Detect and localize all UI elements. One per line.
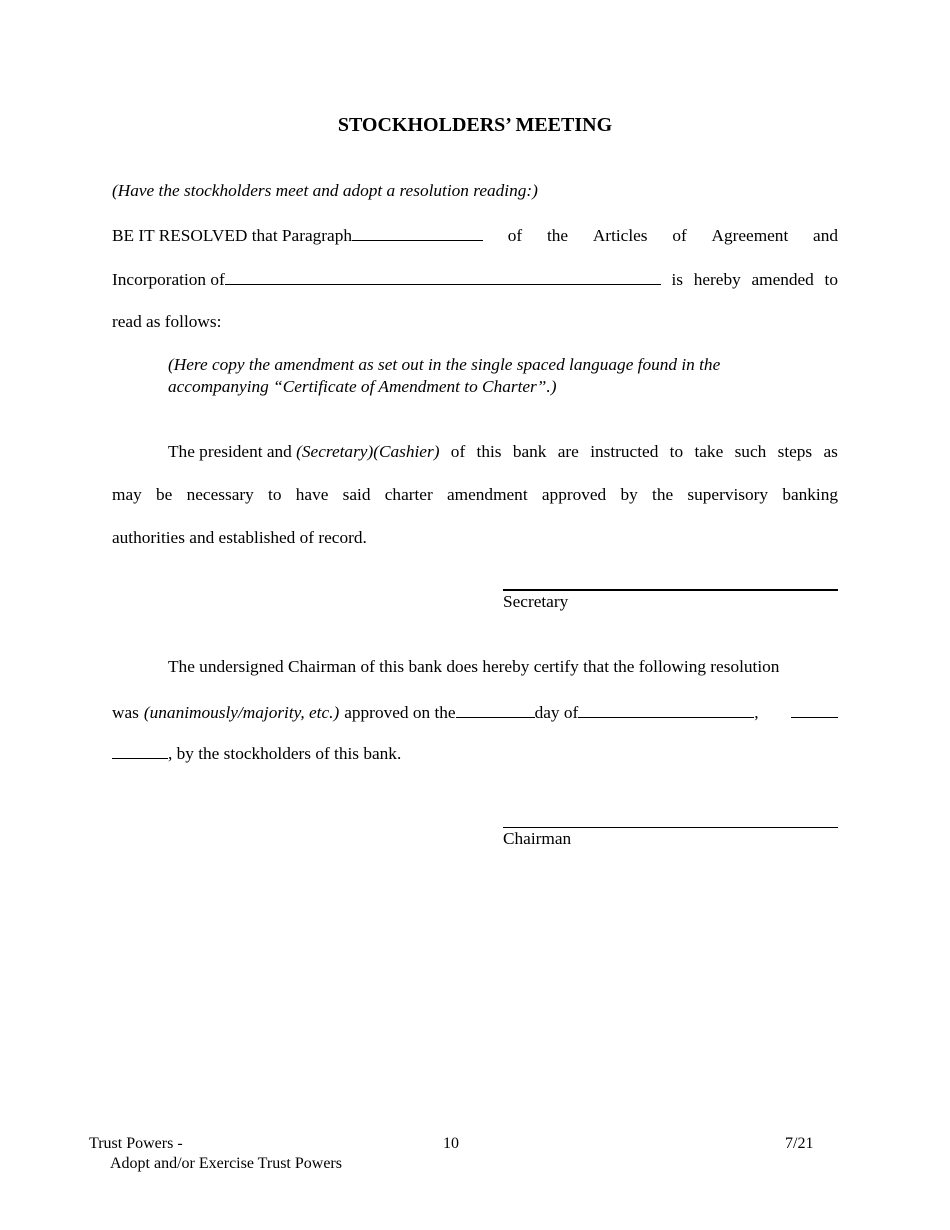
chairman-line-1: The undersigned Chairman of this bank does hereby certify that the following resolution xyxy=(168,657,780,676)
chairman-was: was xyxy=(112,703,139,722)
resolution-word: of xyxy=(507,226,523,245)
president-intro: The president and (Secretary)(Cashier) xyxy=(168,442,440,461)
resolution-word: Agreement xyxy=(711,226,789,245)
paragraph-word: the xyxy=(652,485,674,504)
page-number: 10 xyxy=(443,1135,459,1152)
chairman-label: Chairman xyxy=(503,829,572,848)
incorporation-label: Incorporation of xyxy=(112,269,661,290)
resolution-paragraph-label: BE IT RESOLVED that Paragraph xyxy=(112,225,483,246)
day-of-label: day of xyxy=(534,703,579,722)
bank-name-blank xyxy=(225,269,661,285)
paragraph-word: approved xyxy=(541,485,607,504)
comma: , xyxy=(754,703,759,722)
paragraph-word: bank xyxy=(512,442,547,461)
paragraph-word: supervisory xyxy=(687,485,769,504)
paragraph-word: take xyxy=(694,442,724,461)
chairman-line-3-text: , by the stockholders of this bank. xyxy=(168,744,402,763)
footer-title-line-1: Trust Powers - xyxy=(89,1135,183,1152)
resolution-word: to xyxy=(824,270,838,289)
revision-date: 7/21 xyxy=(785,1135,814,1152)
paragraph-word: as xyxy=(823,442,838,461)
approved-on-label: approved on the xyxy=(344,703,456,722)
paragraph-word: be xyxy=(156,485,173,504)
paragraph-word: by xyxy=(620,485,638,504)
resolution-word: is xyxy=(671,270,684,289)
paragraph-word: steps xyxy=(777,442,813,461)
paragraph-word: said xyxy=(342,485,371,504)
resolution-word: amended xyxy=(751,270,814,289)
secretary-label: Secretary xyxy=(503,592,569,611)
president-line-2 xyxy=(112,485,838,505)
chairman-line-2 xyxy=(112,702,838,723)
paragraph-word: amendment xyxy=(447,485,528,504)
paragraph-word: this xyxy=(476,442,502,461)
day-blank xyxy=(456,702,535,718)
paragraph-word: to xyxy=(669,442,684,461)
resolution-word: hereby xyxy=(693,270,741,289)
paragraph-word: are xyxy=(557,442,579,461)
resolution-word: the xyxy=(546,226,569,245)
instruction-text: (Have the stockholders meet and adopt a resolution reading:) xyxy=(112,181,538,200)
vote-type: (unanimously/majority, etc.) xyxy=(143,703,340,722)
amendment-note-line-1: (Here copy the amendment as set out in the single spaced language found in the xyxy=(168,355,721,374)
resolution-word: of xyxy=(672,226,687,245)
paragraph-word: such xyxy=(734,442,767,461)
paragraph-word: may xyxy=(112,485,142,504)
paragraph-word: instructed xyxy=(590,442,659,461)
document-title: STOCKHOLDERS’ MEETING xyxy=(337,114,613,136)
month-blank xyxy=(578,702,754,718)
resolution-line-3: read as follows: xyxy=(112,312,222,331)
paragraph-word: banking xyxy=(782,485,838,504)
secretary-signature-line[interactable] xyxy=(503,589,838,591)
resolution-word: and xyxy=(813,226,838,245)
paragraph-number-blank xyxy=(352,225,483,241)
paragraph-word: charter xyxy=(384,485,433,504)
year-blank-part-2 xyxy=(112,743,168,759)
paragraph-word: of xyxy=(450,442,466,461)
resolution-word: Articles xyxy=(592,226,648,245)
president-line-3: authorities and established of record. xyxy=(112,528,367,547)
resolution-line-2 xyxy=(112,269,838,290)
year-blank-part-1 xyxy=(791,702,838,718)
footer-title-line-2: Adopt and/or Exercise Trust Powers xyxy=(110,1155,342,1172)
chairman-signature-line[interactable] xyxy=(503,827,838,828)
amendment-note-line-2: accompanying “Certificate of Amendment to Charter”.) xyxy=(168,377,557,396)
resolution-line-1 xyxy=(112,225,838,246)
paragraph-word: have xyxy=(295,485,329,504)
chairman-line-3 xyxy=(112,743,401,764)
paragraph-word: necessary xyxy=(186,485,254,504)
president-line-1 xyxy=(168,442,838,462)
paragraph-word: to xyxy=(268,485,282,504)
